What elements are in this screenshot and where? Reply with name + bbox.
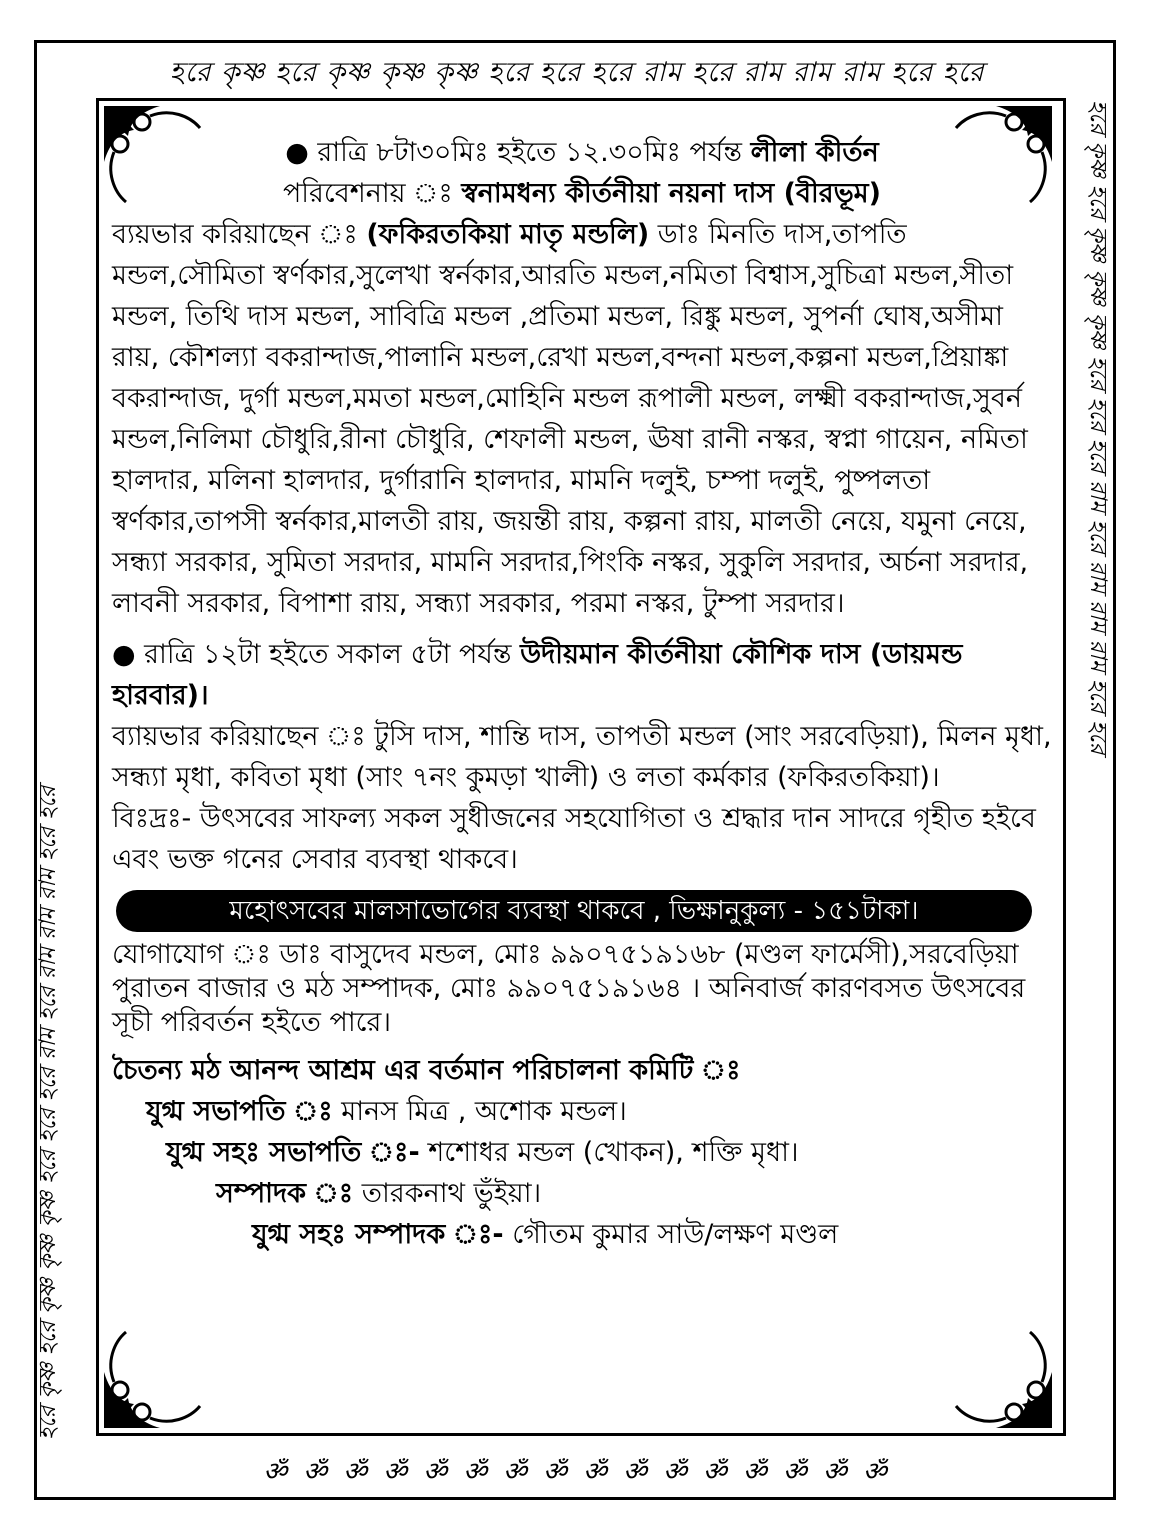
- main-content: [112, 132, 1052, 1255]
- presenter-label: পরিবেশনায় ঃ: [282, 178, 453, 209]
- mantra-left: হরে কৃষ্ণ হরে কৃষ্ণ কৃষ্ণ কৃষ্ণ হরে হরে হরে রাম হরে রাম রাম রাম হরে হরে: [35, 785, 61, 1440]
- corner-ornament-icon: [100, 1322, 210, 1432]
- session2-performer: উদীয়মান কীর্তনীয়া কৌশিক দাস (ডায়মন্ড হারবার)।: [112, 639, 963, 711]
- sponsor-group: (ফকিরতকিয়া মাতৃ মন্ডলি): [366, 219, 650, 250]
- note-text: বিঃদ্রঃ- উৎসবের সাফল্য সকল সুধীজনের সহযোগিতা ও শ্রদ্ধার দান সাদরে গৃহীত হইবে এবং ভক্ত গনের সেবার ব্যবস্থা থাকবে।: [112, 803, 1036, 875]
- committee-names: গৌতম কুমার সাউ/লক্ষণ মণ্ডল: [512, 1219, 839, 1250]
- committee-member: [112, 1091, 1052, 1132]
- mantra-right: হরে কৃষ্ণ হরে কৃষ্ণ কৃষ্ণ কৃষ্ণ হরে হরে হরে রাম হরে রাম রাম রাম হরে হরে: [1085, 100, 1111, 755]
- contact-text: যোগাযোগ ঃ ডাঃ বাসুদেব মন্ডল, মোঃ ৯৯০৭৫১৯১৬৮ (মণ্ডল ফার্মেসী),সরবেড়িয়া পুরাতন বাজার ও মঠ সম্পাদক, মোঃ ৯৯০৭৫১৯১৬৪ । অনিবার্জ কারণবসত উৎসবের সূচী পরিবর্তন হইতে পারে।: [112, 939, 1026, 1038]
- committee-role: যুগ্ম সহঃ সম্পাদক ঃ-: [252, 1219, 504, 1250]
- sponsor-names: ডাঃ মিনতি দাস,তাপতি মন্ডল,সৌমিতা স্বর্ণকার,সুলেখা স্বর্নকার,আরতি মন্ডল,নমিতা বিশ্বাস,সুচিত্রা মন্ডল,সীতা মন্ডল, তিথি দাস মন্ডল, সাবিত্রি মন্ডল ,প্রতিমা মন্ডল, রিঙ্কু মন্ডল, সুপর্না ঘোষ,অসীমা রায়, কৌশল্যা বকরান্দাজ,পালানি মন্ডল,রেখা মন্ডল,বন্দনা মন্ডল,কল্পনা মন্ডল,প্রিয়াঙ্কা বকরান্দাজ, দুর্গা মন্ডল,মমতা মন্ডল,মোহিনি মন্ডল রূপালী মন্ডল, লক্ষ্মী বকরান্দাজ,সুবর্ন মন্ডল,নিলিমা চৌধুরি,রীনা চৌধুরি, শেফালী মন্ডল, ঊষা রানী নস্কর, স্বপ্না গায়েন, নমিতা হালদার, মলিনা হালদার, দুর্গারানি হালদার, মামনি দলুই, চম্পা দলুই, পুষ্পলতা স্বর্ণকার,তাপসী স্বর্নকার,মালতী রায়, জয়ন্তী রায়, কল্পনা রায়, মালতী নেয়ে, যমুনা নেয়ে, সন্ধ্যা সরকার, সুমিতা সরদার, মামনি সরদার,পিংকি নস্কর, সুকুলি সরদার, অর্চনা সরদার, লাবনী সরকার, বিপাশা রায়, সন্ধ্যা সরকার, পরমা নস্কর, টুম্পা সরদার।: [112, 219, 1029, 619]
- offering-banner: মহোৎসবের মালসাভোগের ব্যবস্থা থাকবে , ভিক্ষানুকুল্য - ১৫১টাকা।: [116, 890, 1032, 932]
- session2-sponsors: ব্যায়ভার করিয়াছেন ঃ টুসি দাস, শান্তি দাস, তাপতী মন্ডল (সাং সরবেড়িয়া), মিলন মৃধা, সন্ধ্যা মৃধা, কবিতা মৃধা (সাং ৭নং কুমড়া খালী) ও লতা কর্মকার (ফকিরতকিয়া)।: [112, 721, 1052, 793]
- committee-role: সম্পাদক ঃ: [216, 1178, 354, 1209]
- session1-sponsors: [112, 214, 1052, 624]
- session2-heading: [112, 634, 1052, 716]
- session2-time: ● রাত্রি ১২টা হইতে সকাল ৫টা পর্যন্ত: [112, 639, 512, 670]
- committee-role: যুগ্ম সভাপতি ঃ: [146, 1096, 333, 1127]
- session1-presenter-line: [112, 173, 1052, 214]
- committee-heading: চৈতন্য মঠ আনন্দ আশ্রম এর বর্তমান পরিচালনা কমিটি ঃ: [112, 1055, 741, 1086]
- presenter-name: স্বনামধন্য কীর্তনীয়া নয়না দাস (বীরভূম): [461, 178, 882, 209]
- committee-member: [112, 1173, 1052, 1214]
- mantra-top: হরে কৃষ্ণ হরে কৃষ্ণ কৃষ্ণ কৃষ্ণ হরে হরে হরে রাম হরে রাম রাম রাম হরে হরে: [169, 57, 985, 88]
- session1-time: ● রাত্রি ৮টা৩০মিঃ হইতে ১২.৩০মিঃ পর্যন্ত: [285, 137, 742, 168]
- committee-member: [112, 1132, 1052, 1173]
- committee-member: [112, 1214, 1052, 1255]
- sponsor-label: ব্যয়ভার করিয়াছেন ঃ: [112, 219, 358, 250]
- committee-names: শশোধর মন্ডল (খোকন), শক্তি মৃধা।: [428, 1137, 799, 1168]
- session1-heading: [112, 132, 1052, 173]
- corner-ornament-icon: [946, 1322, 1056, 1432]
- session1-title: লীলা কীর্তন: [750, 137, 879, 168]
- mantra-bottom: ॐ ॐ ॐ ॐ ॐ ॐ ॐ ॐ ॐ ॐ ॐ ॐ ॐ ॐ ॐ ॐ: [263, 1457, 891, 1487]
- committee-names: তারকনাথ ভুঁইয়া।: [361, 1178, 542, 1209]
- committee-role: যুগ্ম সহঃ সভাপতি ঃ-: [166, 1137, 420, 1168]
- committee-names: মানস মিত্র , অশোক মন্ডল।: [341, 1096, 627, 1127]
